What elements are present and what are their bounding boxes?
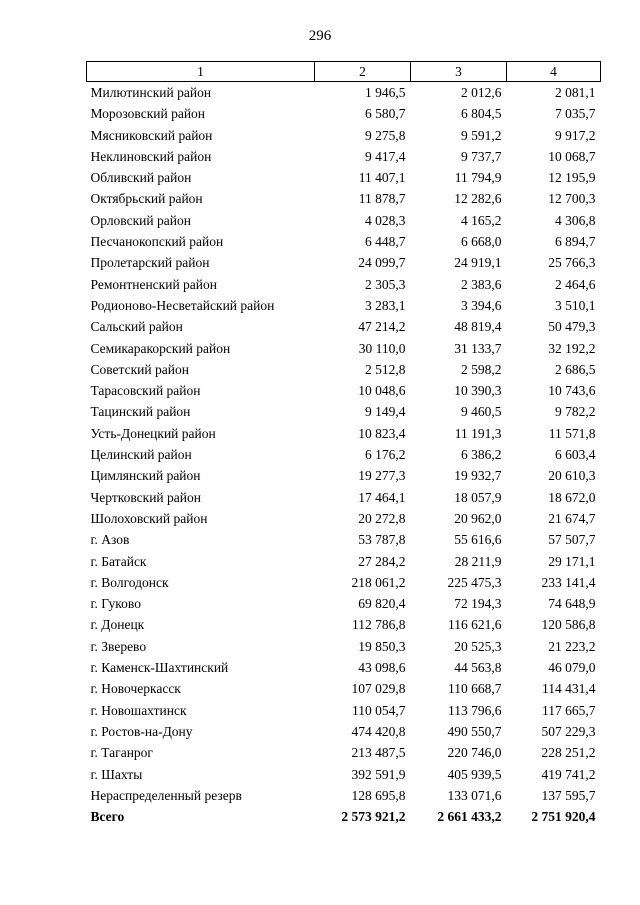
value-col-3-cell: 48 819,4 [454,319,502,335]
table-row [87,636,601,657]
value-col-4-cell: 419 741,2 [541,766,596,782]
value-col-4-cell: 114 431,4 [542,681,596,697]
value-col-4-cell: 21 223,2 [548,638,596,654]
region-name-cell: Пролетарский район [90,255,210,271]
region-name-cell: Мясниковский район [90,127,213,143]
table-row [87,295,601,316]
region-name-cell: Советский район [90,361,189,377]
region-name-cell: г. Батайск [90,553,147,569]
value-col-2-cell: 69 820,4 [358,596,406,612]
total-row [87,806,601,827]
table-row [87,188,601,209]
value-col-3-cell: 405 939,5 [447,766,502,782]
region-name-cell: Милютинский район [90,85,212,100]
value-col-4-cell: 10 743,6 [548,383,596,399]
value-col-2-cell: 107 029,8 [351,681,406,697]
region-name-cell: г. Новочеркасск [90,681,181,697]
table-row [87,785,601,806]
value-col-2-cell: 9 417,4 [365,148,406,164]
value-col-2-cell: 9 275,8 [365,127,406,143]
table-row [87,614,601,635]
region-name-cell: Шолоховский район [90,510,208,526]
value-col-3-cell: 110 668,7 [448,681,502,697]
value-col-4-cell: 20 610,3 [548,468,596,484]
value-col-2-cell: 17 464,1 [358,489,406,505]
value-col-2-cell: 47 214,2 [358,319,406,335]
table-row [87,125,601,146]
region-name-cell: г. Волгодонск [90,574,169,590]
region-name-cell: Усть-Донецкий район [90,425,216,441]
value-col-3-cell: 72 194,3 [454,596,502,612]
value-col-3-cell: 31 133,7 [454,340,502,356]
table-row [87,742,601,763]
region-name-cell: г. Ростов-на-Дону [90,723,193,739]
value-col-3-cell: 6 386,2 [461,447,502,463]
value-col-4-cell: 2 081,1 [555,85,596,100]
value-col-2-cell: 3 283,1 [365,297,406,313]
value-col-2-cell: 218 061,2 [351,574,406,590]
header-col-4: 4 [507,62,601,82]
value-col-3-cell: 2 598,2 [461,361,502,377]
table-row [87,700,601,721]
value-col-2-cell: 19 850,3 [358,638,406,654]
value-col-2-cell: 2 305,3 [365,276,406,292]
region-name-cell: Тацинский район [90,404,191,420]
region-name-cell: Октябрьский район [90,191,203,207]
table-row [87,82,601,104]
value-col-3-cell: 9 591,2 [461,127,502,143]
value-col-4-cell: 18 672,0 [548,489,596,505]
value-col-3-cell: 11 191,3 [454,425,502,441]
table-row [87,444,601,465]
value-col-2-cell: 43 098,6 [358,660,406,676]
value-col-4-cell: 2 751 920,4 [531,809,596,825]
header-col-1: 1 [87,62,315,82]
table-row [87,103,601,124]
value-col-2-cell: 53 787,8 [358,532,406,548]
value-col-4-cell: 25 766,3 [548,255,596,271]
value-col-3-cell: 44 563,8 [454,660,502,676]
value-col-2-cell: 392 591,9 [351,766,406,782]
table-row [87,529,601,550]
region-name-cell: Обливский район [90,170,192,186]
value-col-2-cell: 128 695,8 [351,787,406,803]
region-name-cell: Целинский район [90,447,192,463]
table-row [87,593,601,614]
value-col-3-cell: 2 661 433,2 [437,809,502,825]
table-row [87,721,601,742]
table-body [87,82,601,828]
value-col-4-cell: 29 171,1 [548,553,596,569]
region-name-cell: Морозовский район [90,106,206,122]
value-col-4-cell: 21 674,7 [548,510,596,526]
value-col-4-cell: 9 917,2 [555,127,596,143]
table-row [87,252,601,273]
value-col-3-cell: 18 057,9 [454,489,502,505]
value-col-2-cell: 30 110,0 [358,340,406,356]
value-col-4-cell: 3 510,1 [555,297,596,313]
table-row [87,167,601,188]
value-col-4-cell: 2 686,5 [555,361,596,377]
region-name-cell: Тарасовский район [90,383,201,399]
value-col-2-cell: 10 048,6 [358,383,406,399]
value-col-2-cell: 24 099,7 [358,255,406,271]
value-col-4-cell: 7 035,7 [555,106,596,122]
value-col-2-cell: 112 786,8 [352,617,406,633]
region-name-cell: Цимлянский район [90,468,201,484]
table-row [87,401,601,422]
value-col-3-cell: 116 621,6 [448,617,502,633]
value-col-3-cell: 490 550,7 [447,723,502,739]
region-name-cell: г. Шахты [90,766,143,782]
value-col-3-cell: 2 383,6 [461,276,502,292]
value-col-2-cell: 213 487,5 [351,745,406,761]
value-col-4-cell: 10 068,7 [548,148,596,164]
region-name-cell: г. Новошахтинск [90,702,187,718]
value-col-4-cell: 12 195,9 [548,170,596,186]
value-col-4-cell: 120 586,8 [541,617,596,633]
value-col-2-cell: 11 407,1 [358,170,406,186]
value-col-2-cell: 19 277,3 [358,468,406,484]
value-col-4-cell: 50 479,3 [548,319,596,335]
region-name-cell: г. Гуково [90,596,141,612]
value-col-4-cell: 32 192,2 [548,340,596,356]
region-name-cell: Орловский район [90,212,191,228]
value-col-3-cell: 11 794,9 [454,170,502,186]
table-row [87,423,601,444]
table-row [87,551,601,572]
header-col-3: 3 [411,62,507,82]
value-col-3-cell: 2 012,6 [461,85,502,100]
value-col-3-cell: 12 282,6 [454,191,502,207]
value-col-2-cell: 10 823,4 [358,425,406,441]
value-col-2-cell: 11 878,7 [358,191,406,207]
value-col-2-cell: 9 149,4 [365,404,406,420]
region-name-cell: Песчанокопский район [90,234,224,250]
table-row [87,274,601,295]
table-row [87,380,601,401]
table-header [87,62,601,82]
value-col-3-cell: 225 475,3 [447,574,502,590]
value-col-2-cell: 6 176,2 [365,447,406,463]
value-col-2-cell: 4 028,3 [365,212,406,228]
value-col-4-cell: 117 665,7 [542,702,596,718]
table-row [87,508,601,529]
value-col-4-cell: 137 595,7 [541,787,596,803]
page-number: 296 [308,28,332,44]
table-row [87,678,601,699]
value-col-2-cell: 2 573 921,2 [341,809,406,825]
value-col-4-cell: 507 229,3 [541,723,596,739]
value-col-3-cell: 3 394,6 [461,297,502,313]
table-row [87,657,601,678]
value-col-4-cell: 6 894,7 [555,234,596,250]
value-col-2-cell: 110 054,7 [352,702,406,718]
value-col-3-cell: 24 919,1 [454,255,502,271]
region-name-cell: г. Таганрог [90,745,153,761]
region-name-cell: г. Зверево [90,638,147,654]
region-name-cell: Неклиновский район [90,148,212,164]
value-col-2-cell: 2 512,8 [365,361,406,377]
region-name-cell: Семикаракорский район [90,340,231,356]
value-col-3-cell: 9 737,7 [461,148,502,164]
value-col-4-cell: 57 507,7 [548,532,596,548]
region-name-cell: Ремонтненский район [90,276,217,292]
value-col-2-cell: 27 284,2 [358,553,406,569]
region-name-cell: г. Азов [90,532,130,548]
region-name-cell: Нераспределенный резерв [90,787,242,803]
value-col-2-cell: 6 448,7 [365,234,406,250]
table-row [87,487,601,508]
value-col-4-cell: 9 782,2 [555,404,596,420]
value-col-2-cell: 6 580,7 [365,106,406,122]
value-col-3-cell: 113 796,6 [448,702,502,718]
region-name-cell: Сальский район [90,319,183,335]
table-row [87,210,601,231]
value-col-4-cell: 6 603,4 [555,447,596,463]
table-row [87,316,601,337]
budget-table [86,61,601,827]
table-row [87,465,601,486]
value-col-3-cell: 19 932,7 [454,468,502,484]
region-name-cell: г. Каменск-Шахтинский [90,660,229,676]
value-col-3-cell: 28 211,9 [454,553,502,569]
region-name-cell: г. Донецк [90,617,145,633]
value-col-4-cell: 12 700,3 [548,191,596,207]
value-col-4-cell: 228 251,2 [541,745,596,761]
value-col-4-cell: 11 571,8 [548,425,596,441]
value-col-2-cell: 1 946,5 [365,85,406,100]
value-col-4-cell: 4 306,8 [555,212,596,228]
table-row [87,359,601,380]
value-col-3-cell: 10 390,3 [454,383,502,399]
value-col-4-cell: 2 464,6 [555,276,596,292]
table-row [87,764,601,785]
value-col-4-cell: 46 079,0 [548,660,596,676]
header-row [87,62,601,82]
value-col-4-cell: 233 141,4 [541,574,596,590]
table-row [87,572,601,593]
value-col-3-cell: 9 460,5 [461,404,502,420]
region-name-cell: Родионово-Несветайский район [90,297,275,313]
table-row [87,146,601,167]
value-col-3-cell: 6 668,0 [461,234,502,250]
value-col-3-cell: 20 525,3 [454,638,502,654]
table-row [87,338,601,359]
value-col-3-cell: 55 616,6 [454,532,502,548]
value-col-3-cell: 6 804,5 [461,106,502,122]
value-col-4-cell: 74 648,9 [548,596,596,612]
value-col-3-cell: 20 962,0 [454,510,502,526]
value-col-2-cell: 474 420,8 [351,723,406,739]
region-name-cell: Всего [90,809,125,825]
value-col-3-cell: 4 165,2 [461,212,502,228]
header-col-2: 2 [315,62,411,82]
region-name-cell: Чертковский район [90,489,201,505]
value-col-3-cell: 133 071,6 [447,787,502,803]
table-row [87,231,601,252]
value-col-3-cell: 220 746,0 [447,745,502,761]
value-col-2-cell: 20 272,8 [358,510,406,526]
